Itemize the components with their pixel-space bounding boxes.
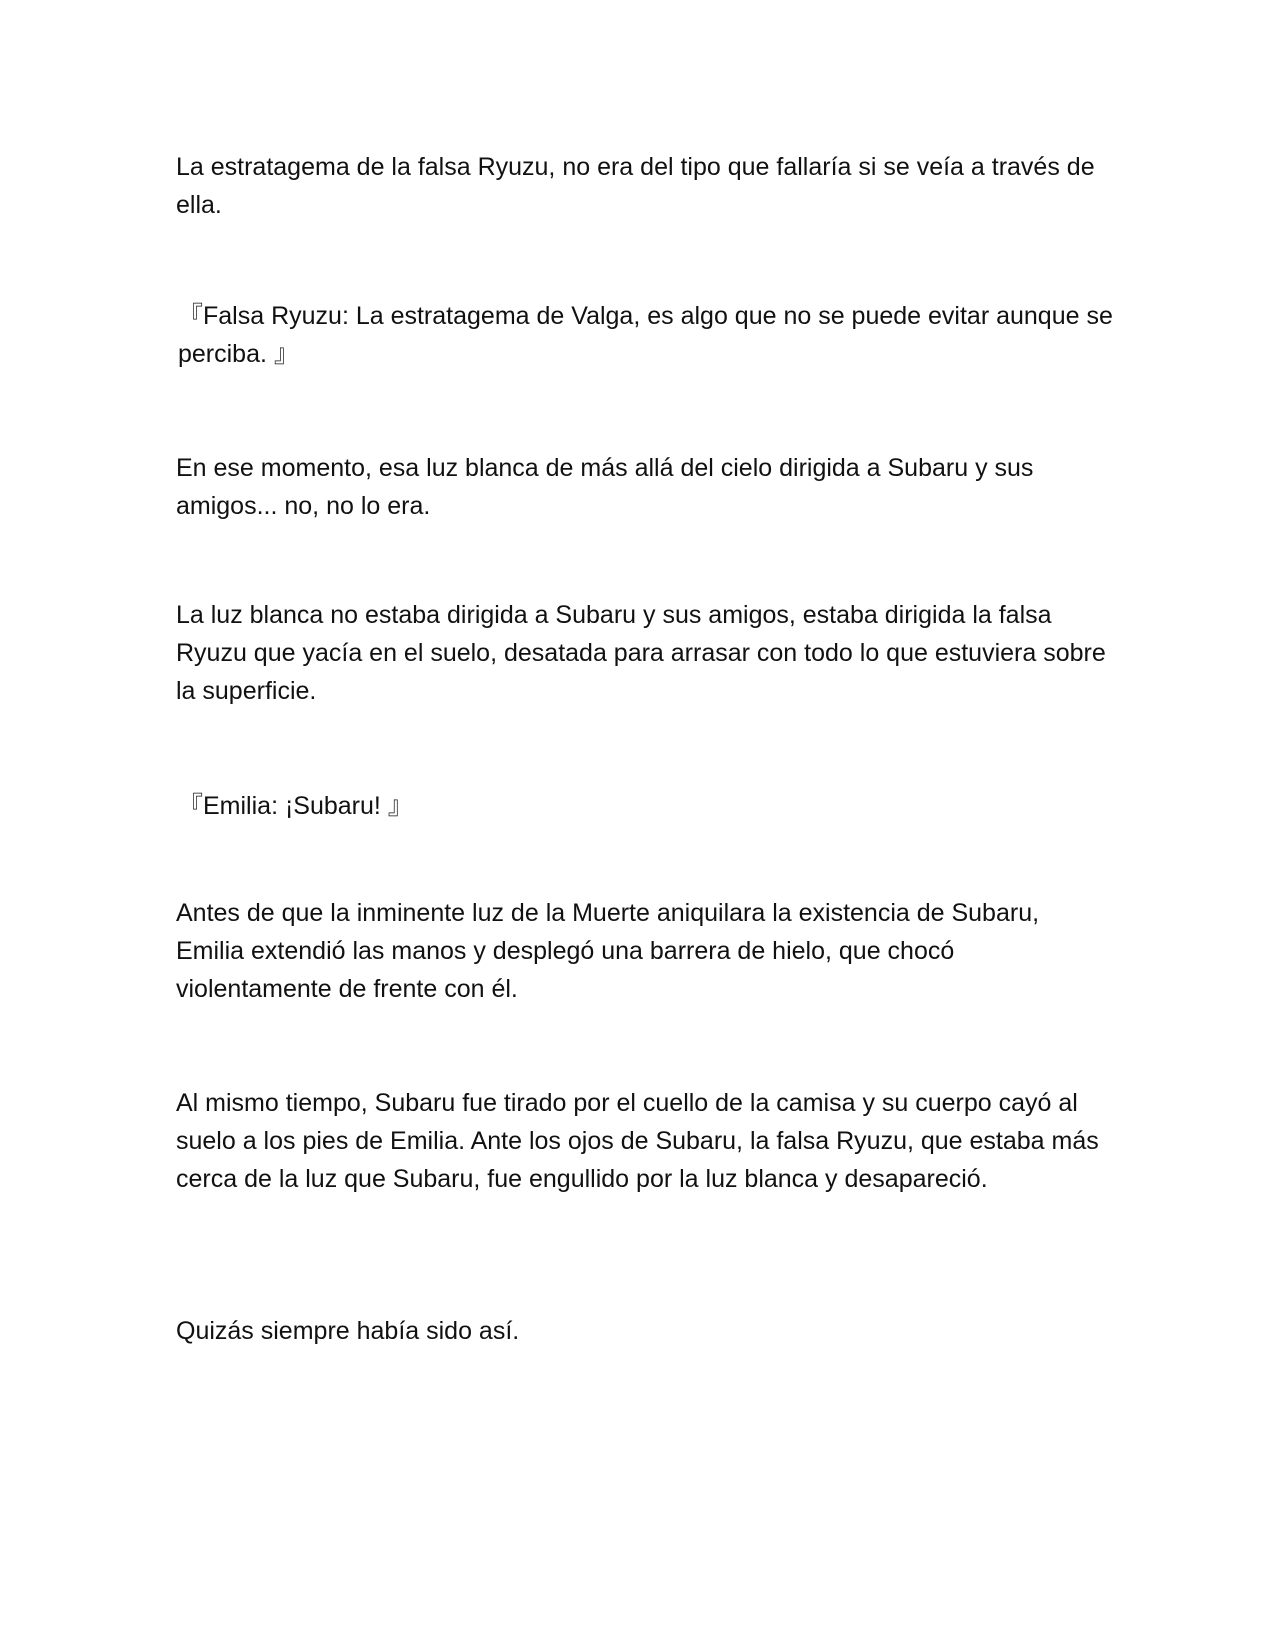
dialogue-paragraph: 『Falsa Ryuzu: La estratagema de Valga, es algo que no se puede evitar aunque se perciba. 』 <box>178 302 1113 368</box>
dialogue-paragraph: 『Emilia: ¡Subaru! 』 <box>178 792 413 820</box>
narration-paragraph: En ese momento, esa luz blanca de más allá del cielo dirigida a Subaru y sus amigos... no, no lo era. <box>176 454 1034 520</box>
narration-paragraph: La luz blanca no estaba dirigida a Subaru y sus amigos, estaba dirigida la falsa Ryuzu que yacía en el suelo, desatada para arrasar con todo lo que estuviera sobre la superficie. <box>176 601 1106 705</box>
narration-paragraph: Quizás siempre había sido así. <box>176 1317 520 1345</box>
narration-paragraph: La estratagema de la falsa Ryuzu, no era del tipo que fallaría si se veía a través de ella. <box>176 153 1095 219</box>
narration-paragraph: Al mismo tiempo, Subaru fue tirado por el cuello de la camisa y su cuerpo cayó al suelo a los pies de Emilia. Ante los ojos de Subaru, la falsa Ryuzu, que estaba más cerca de la luz que Subaru, fue engullido por la luz blanca y desapareció. <box>176 1089 1099 1193</box>
narration-paragraph: Antes de que la inminente luz de la Muerte aniquilara la existencia de Subaru, Emilia extendió las manos y desplegó una barrera de hielo, que chocó violentamente de frente con él. <box>176 899 1040 1003</box>
